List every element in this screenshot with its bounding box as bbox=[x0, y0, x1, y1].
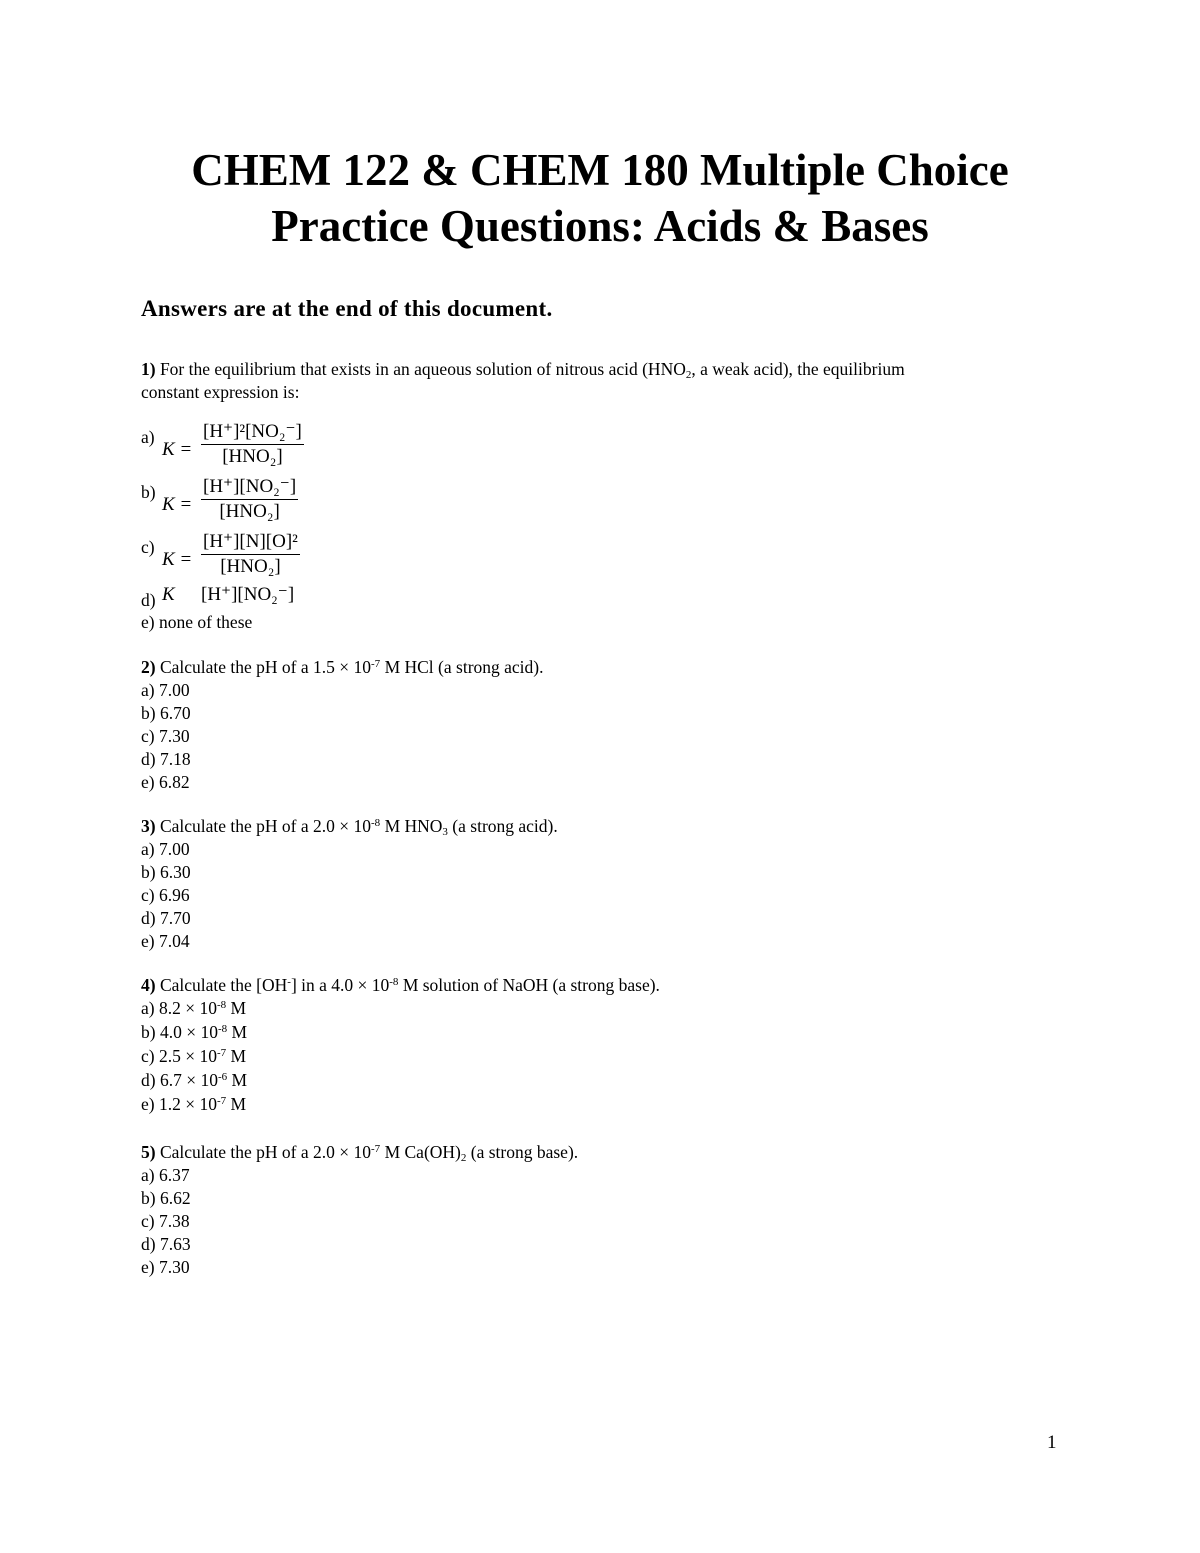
option-b: b) 6.62 bbox=[141, 1188, 191, 1208]
numerator: [H⁺][NO₂⁻] bbox=[201, 475, 298, 500]
stem-text: M HCl (a strong acid). bbox=[380, 657, 544, 677]
option-a bbox=[141, 997, 660, 1021]
numerator: [H⁺]²[NO₂⁻] bbox=[201, 420, 304, 445]
option-label: b) bbox=[141, 482, 156, 502]
exponent: -8 bbox=[389, 976, 399, 988]
option-a bbox=[141, 420, 905, 475]
question-1-stem bbox=[141, 358, 905, 404]
fraction bbox=[201, 420, 304, 469]
answers-note: Answers are at the end of this document. bbox=[141, 296, 553, 321]
option-c: c) 7.30 bbox=[141, 726, 190, 746]
option-d: d) 7.70 bbox=[141, 908, 191, 928]
question-5-stem bbox=[141, 1141, 578, 1164]
fraction bbox=[201, 530, 300, 579]
stem-text: M HNO bbox=[380, 816, 443, 836]
exponent: -7 bbox=[371, 658, 381, 670]
option-text: M bbox=[227, 1070, 248, 1090]
exponent: -6 bbox=[217, 1071, 228, 1083]
stem-text: Calculate the pH of a 2.0 × 10 bbox=[159, 1142, 372, 1162]
option-c: c) 6.96 bbox=[141, 885, 190, 905]
subscript: 2 bbox=[685, 369, 692, 381]
expression: [H⁺][NO₂⁻] bbox=[201, 584, 295, 605]
stem-text: constant expression is: bbox=[141, 382, 300, 402]
stem-text: M solution of NaOH (a strong base). bbox=[398, 975, 660, 995]
question-3 bbox=[141, 815, 558, 953]
option-b bbox=[141, 475, 905, 530]
option-label: c) bbox=[141, 537, 155, 557]
exponent: -8 bbox=[217, 1023, 228, 1035]
option-text: d) 6.7 × 10 bbox=[141, 1070, 218, 1090]
denominator: [HNO₂] bbox=[220, 556, 281, 577]
question-4 bbox=[141, 974, 660, 1117]
question-4-stem bbox=[141, 974, 660, 997]
option-text: c) 2.5 × 10 bbox=[141, 1046, 217, 1066]
k-symbol: K bbox=[162, 584, 175, 605]
option-label: a) bbox=[141, 427, 155, 447]
option-d: d) 7.18 bbox=[141, 749, 191, 769]
option-text: M bbox=[226, 998, 247, 1018]
option-text: a) 8.2 × 10 bbox=[141, 998, 217, 1018]
k-symbol: K = bbox=[162, 494, 193, 515]
question-2 bbox=[141, 656, 544, 794]
option-a: a) 7.00 bbox=[141, 839, 190, 859]
stem-text: ] in a 4.0 × 10 bbox=[290, 975, 390, 995]
question-number: 5) bbox=[141, 1142, 156, 1162]
option-e: e) 7.04 bbox=[141, 931, 190, 951]
page-number: 1 bbox=[1047, 1432, 1057, 1453]
question-number: 4) bbox=[141, 975, 156, 995]
option-a: a) 6.37 bbox=[141, 1165, 190, 1185]
option-b: b) 6.30 bbox=[141, 862, 191, 882]
option-b: b) 6.70 bbox=[141, 703, 191, 723]
option-a: a) 7.00 bbox=[141, 680, 190, 700]
denominator: [HNO₂] bbox=[219, 501, 280, 522]
stem-text: (a strong acid). bbox=[447, 816, 558, 836]
option-c bbox=[141, 530, 905, 585]
question-1 bbox=[141, 358, 905, 634]
option-text: e) 1.2 × 10 bbox=[141, 1094, 217, 1114]
option-c bbox=[141, 1045, 660, 1069]
option-e: e) 7.30 bbox=[141, 1257, 190, 1277]
fraction bbox=[201, 475, 298, 524]
option-d: d) 7.63 bbox=[141, 1234, 191, 1254]
stem-text: Calculate the pH of a 2.0 × 10 bbox=[159, 816, 372, 836]
superscript: - bbox=[287, 976, 291, 988]
stem-text: Calculate the [OH bbox=[159, 975, 288, 995]
option-d bbox=[141, 585, 905, 611]
question-2-stem bbox=[141, 656, 544, 679]
title-line-2: Practice Questions: Acids & Bases bbox=[271, 201, 929, 251]
question-number: 3) bbox=[141, 816, 156, 836]
option-label: d) bbox=[141, 590, 156, 610]
document-title bbox=[0, 142, 1200, 254]
option-e: e) 6.82 bbox=[141, 772, 190, 792]
option-b bbox=[141, 1021, 660, 1045]
subscript: 3 bbox=[442, 826, 448, 838]
subscript: 2 bbox=[460, 1152, 467, 1164]
exponent: -7 bbox=[216, 1047, 227, 1059]
question-number: 2) bbox=[141, 657, 156, 677]
option-text: M bbox=[226, 1046, 247, 1066]
question-3-stem bbox=[141, 815, 558, 838]
question-number: 1) bbox=[141, 359, 156, 379]
exponent: -7 bbox=[216, 1095, 227, 1107]
stem-text: Calculate the pH of a 1.5 × 10 bbox=[159, 657, 372, 677]
option-e bbox=[141, 1093, 660, 1117]
option-d bbox=[141, 1069, 660, 1093]
option-text: M bbox=[227, 1022, 248, 1042]
stem-text: (a strong base). bbox=[466, 1142, 579, 1162]
option-e: e) none of these bbox=[141, 612, 253, 632]
option-c: c) 7.38 bbox=[141, 1211, 190, 1231]
exponent: -8 bbox=[216, 999, 227, 1011]
exponent: -8 bbox=[371, 817, 381, 829]
k-symbol: K = bbox=[162, 439, 193, 460]
k-symbol: K = bbox=[162, 549, 193, 570]
stem-text: , a weak acid), the equilibrium bbox=[691, 359, 905, 379]
stem-text: For the equilibrium that exists in an aqueous solution of nitrous acid (HNO bbox=[159, 359, 686, 379]
title-line-1: CHEM 122 & CHEM 180 Multiple Choice bbox=[191, 145, 1009, 195]
option-text: b) 4.0 × 10 bbox=[141, 1022, 218, 1042]
numerator: [H⁺][N][O]² bbox=[201, 530, 300, 555]
question-5 bbox=[141, 1141, 578, 1279]
option-text: M bbox=[226, 1094, 247, 1114]
stem-text: M Ca(OH) bbox=[380, 1142, 461, 1162]
exponent: -7 bbox=[371, 1143, 381, 1155]
denominator: [HNO₂] bbox=[222, 446, 283, 467]
